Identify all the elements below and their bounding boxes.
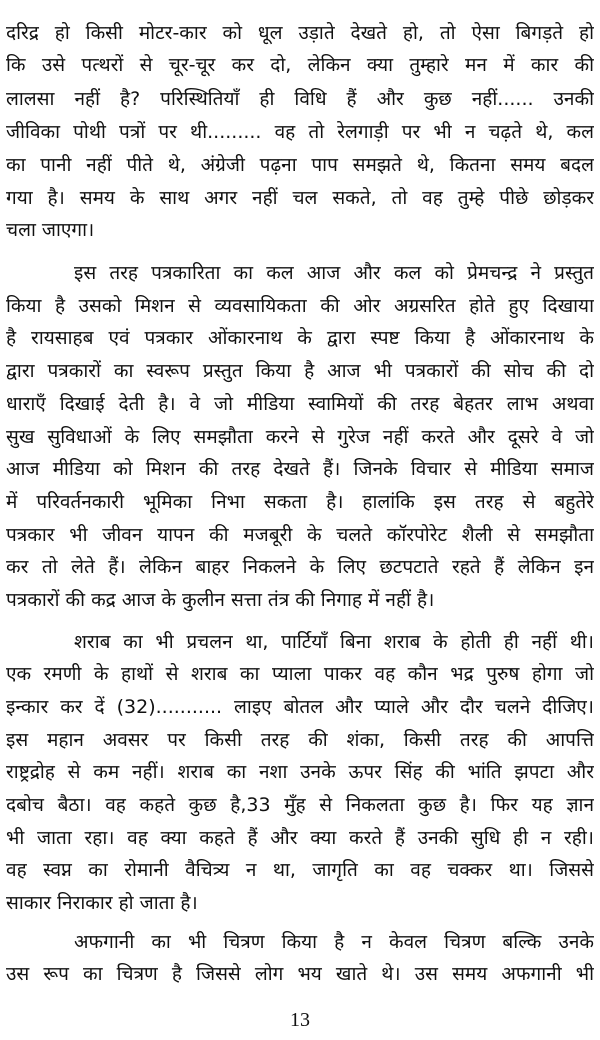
text-line: लालसा नहीं है? परिस्थितियाँ ही विधि हैं और कुछ नहीं...... उनकी [6, 88, 594, 110]
text-line: उस रूप का चित्रण है जिससे लोग भय खाते थे। उस समय अफगानी भी [6, 963, 594, 985]
text-line: साकार निराकार हो जाता है। [6, 892, 198, 914]
text-line: किया है उसको मिशन से व्यवसायिकता की ओर अग्रसरित होते हुए दिखाया [6, 295, 594, 317]
text-line: में परिवर्तनकारी भूमिका निभा सकता है। हालांकि इस तरह से बहुतेरे [6, 491, 594, 513]
page-number: 13 [290, 1009, 310, 1031]
text-line: शराब का भी प्रचलन था, पार्टियाँ बिना शराब के होती ही नहीं थी। [74, 631, 594, 653]
text-line: इस महान अवसर पर किसी तरह की शंका, किसी तरह की आपत्ति [6, 729, 594, 751]
text-line: द्वारा पत्रकारों का स्वरूप प्रस्तुत किया है आज भी पत्रकारों की सोच की दो [6, 360, 594, 382]
text-line: पत्रकारों की कद्र आज के कुलीन सत्ता तंत्र की निगाह में नहीं है। [6, 589, 435, 611]
text-line: दरिद्र हो किसी मोटर-कार को धूल उड़ाते देखते हो, तो ऐसा बिगड़ते हो [6, 22, 594, 44]
text-line: वह स्वप्न का रोमानी वैचित्र्य न था, जागृति का वह चक्कर था। जिससे [6, 859, 594, 881]
text-line: सुख सुविधाओं के लिए समझौता करने से गुरेज नहीं करते और दूसरे वे जो [6, 426, 594, 448]
text-line: अफगानी का भी चित्रण किया है न केवल चित्रण बल्कि उनके [74, 931, 594, 953]
text-line: एक रमणी के हाथों से शराब का प्याला पाकर वह कौन भद्र पुरुष होगा जो [6, 663, 594, 685]
text-line: कर तो लेते हैं। लेकिन बाहर निकलने के लिए छटपटाते रहते हैं लेकिन इन [6, 556, 594, 578]
text-line: गया है। समय के साथ अगर नहीं चल सकते, तो वह तुम्हे पीछे छोड़कर [6, 187, 594, 209]
text-line: चला जाएगा। [6, 219, 95, 241]
text-line: दबोच बैठा। वह कहते कुछ है,33 मुँह से निकलता कुछ है। फिर यह ज्ञान [6, 794, 594, 816]
text-line: कि उसे पत्थरों से चूर-चूर कर दो, लेकिन क्या तुम्हारे मन में कार की [6, 54, 594, 76]
text-line: भी जाता रहा। वह क्या कहते हैं और क्या करते हैं उनकी सुधि ही न रही। [6, 827, 594, 849]
text-line: इस तरह पत्रकारिता का कल आज और कल को प्रेमचन्द्र ने प्रस्तुत [74, 262, 594, 284]
text-line: आज मीडिया को मिशन की तरह देखते हैं। जिनके विचार से मीडिया समाज [6, 458, 594, 480]
text-line: धाराएँ दिखाई देती है। वे जो मीडिया स्वामियों की तरह बेहतर लाभ अथवा [6, 393, 594, 415]
text-line: जीविका पोथी पत्रों पर थी......... वह तो रेलगाड़ी पर भी न चढ़ते थे, कल [6, 121, 594, 143]
text-line: राष्ट्रद्रोह से कम नहीं। शराब का नशा उनके ऊपर सिंह की भांति झपटा और [6, 761, 594, 783]
text-line: है रायसाहब एवं पत्रकार ओंकारनाथ के द्वारा स्पष्ट किया है ओंकारनाथ के [6, 327, 594, 349]
text-line: इन्कार कर दें (32)........... लाइए बोतल और प्याले और दौर चलने दीजिए। [6, 696, 594, 718]
text-line: पत्रकार भी जीवन यापन की मजबूरी के चलते कॉरपोरेट शैली से समझौता [6, 524, 594, 546]
text-line: का पानी नहीं पीते थे, अंग्रेजी पढ़ना पाप समझते थे, कितना समय बदल [6, 154, 594, 176]
